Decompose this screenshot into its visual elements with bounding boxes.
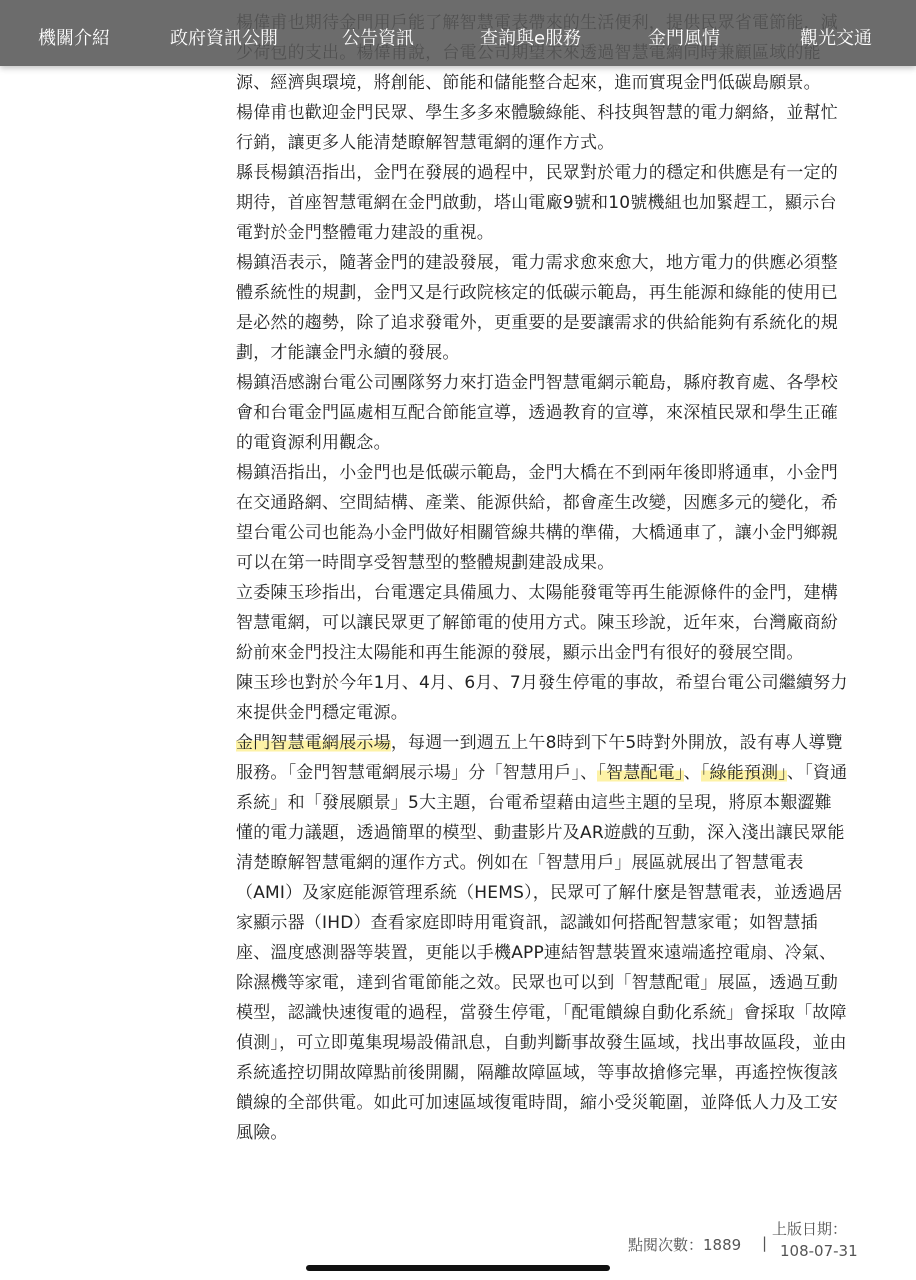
paragraph-text: 、「資通系統」和「發展願景」5大主題，台電希望藉由這些主題的呈現，將原本艱澀難懂的電力議題，透過簡單的模型、動畫影片及AR遊戲的互動，深入淺出讓民眾能清楚瞭解智慧電網的運作方式。例如在「智慧用戶」展區就展出了智慧電表（AMI）及家庭能源管理系統（HEMS），民眾可了解什麼是智慧電表，並透過居家顯示器（IHD）查看家庭即時用電資訊，認識如何搭配智慧家電；如智慧插座、溫度感測器等裝置，更能以手機APP連結智慧裝置來遠端遙控電扇、冷氣、除濕機等家電，達到省電節能之效。民眾也可以到「智慧配電」展區，透過互動模型，認識快速復電的過程，當發生停電，「配電饋線自動化系統」會採取「故障偵測」，可立即蒐集現場設備訊息，自動判斷事故發生區域，找出事故區段，並由系統遙控切開故障點前後開關，隔離故障區域，等事故搶修完畢，再遙控恢復該饋線的全部供電。如此可加速區域復電時間，縮小受災範圍，並降低人力及工安風險。 xyxy=(236,763,848,1143)
article-paragraph: 立委陳玉珍指出，台電選定具備風力、太陽能發電等再生能源條件的金門，建構智慧電網，可以讓民眾更了解節電的使用方式。陳玉珍說，近年來，台灣廠商紛紛前來金門投注太陽能和再生能源的發展，顯示出金門有很好的發展空間。 xyxy=(236,583,838,663)
view-count: 點閱次數：1889 xyxy=(628,1236,742,1254)
highlight-green-forecast: 「綠能預測」 xyxy=(700,763,788,783)
article-paragraph: 陳玉珍也對於今年1月、4月、6月、7月發生停電的事故，希望台電公司繼續努力來提供金門穩定電源。 xyxy=(236,673,848,723)
nav-item-government-info[interactable]: 政府資訊公開 xyxy=(170,28,278,49)
nav-item-kinmen-scenery[interactable]: 金門風情 xyxy=(648,28,720,49)
paragraph-text: ，每週一到週五上午8時到下午5時對外開放，設有專人導覽服務。「金門智慧電網展示場」分「智慧用戶」、 xyxy=(236,733,843,783)
publish-date-label: 上版日期： xyxy=(772,1220,848,1238)
nav-item-tourism-transport[interactable]: 觀光交通 xyxy=(800,28,872,49)
nav-item-query-eservices[interactable]: 查詢與e服務 xyxy=(480,28,582,49)
article-paragraph: 楊鎮浯指出，小金門也是低碳示範島，金門大橋在不到兩年後即將通車，小金門在交通路網、空間結構、產業、能源供給，都會產生改變，因應多元的變化，希望台電公司也能為小金門做好相關管線共構的準備，大橋通車了，讓小金門鄉親可以在第一時間享受智慧型的整體規劃建設成果。 xyxy=(236,463,838,573)
paragraph-text: 、 xyxy=(683,763,701,783)
article-paragraph: 楊鎮浯表示，隨著金門的建設發展，電力需求愈來愈大，地方電力的供應必須整體系統性的規劃，金門又是行政院核定的低碳示範島，再生能源和綠能的使用已是必然的趨勢，除了追求發電外，更重要的是要讓需求的供給能夠有系統化的規劃，才能讓金門永續的發展。 xyxy=(236,253,838,363)
article-body xyxy=(236,8,848,1148)
article-paragraph-exhibition xyxy=(236,728,848,1148)
publish-date-value: 108-07-31 xyxy=(780,1242,858,1260)
home-indicator-bar[interactable] xyxy=(306,1265,610,1271)
highlight-exhibition-name: 金門智慧電網展示場 xyxy=(236,733,391,753)
article-paragraph: 縣長楊鎮浯指出，金門在發展的過程中，民眾對於電力的穩定和供應是有一定的期待，首座智慧電網在金門啟動，塔山電廠9號和10號機組也加緊趕工，顯示台電對於金門整體電力建設的重視。 xyxy=(236,163,838,243)
article-paragraph: 源、經濟與環境，將創能、節能和儲能整合起來，進而實現金門低碳島願景。 xyxy=(236,73,821,93)
top-navigation-bar xyxy=(0,0,916,66)
footer-separator: | xyxy=(762,1234,768,1252)
nav-item-agency-intro[interactable]: 機關介紹 xyxy=(38,28,110,49)
nav-item-announcements[interactable]: 公告資訊 xyxy=(342,28,414,49)
highlight-smart-distribution: 「智慧配電」 xyxy=(597,763,684,783)
article-paragraph: 楊鎮浯感謝台電公司團隊努力來打造金門智慧電網示範島，縣府教育處、各學校會和台電金門區處相互配合節能宣導，透過教育的宣導，來深植民眾和學生正確的電資源利用觀念。 xyxy=(236,373,838,453)
article-paragraph: 楊偉甫也歡迎金門民眾、學生多多來體驗綠能、科技與智慧的電力網絡，並幫忙行銷，讓更多人能清楚瞭解智慧電網的運作方式。 xyxy=(236,103,838,153)
